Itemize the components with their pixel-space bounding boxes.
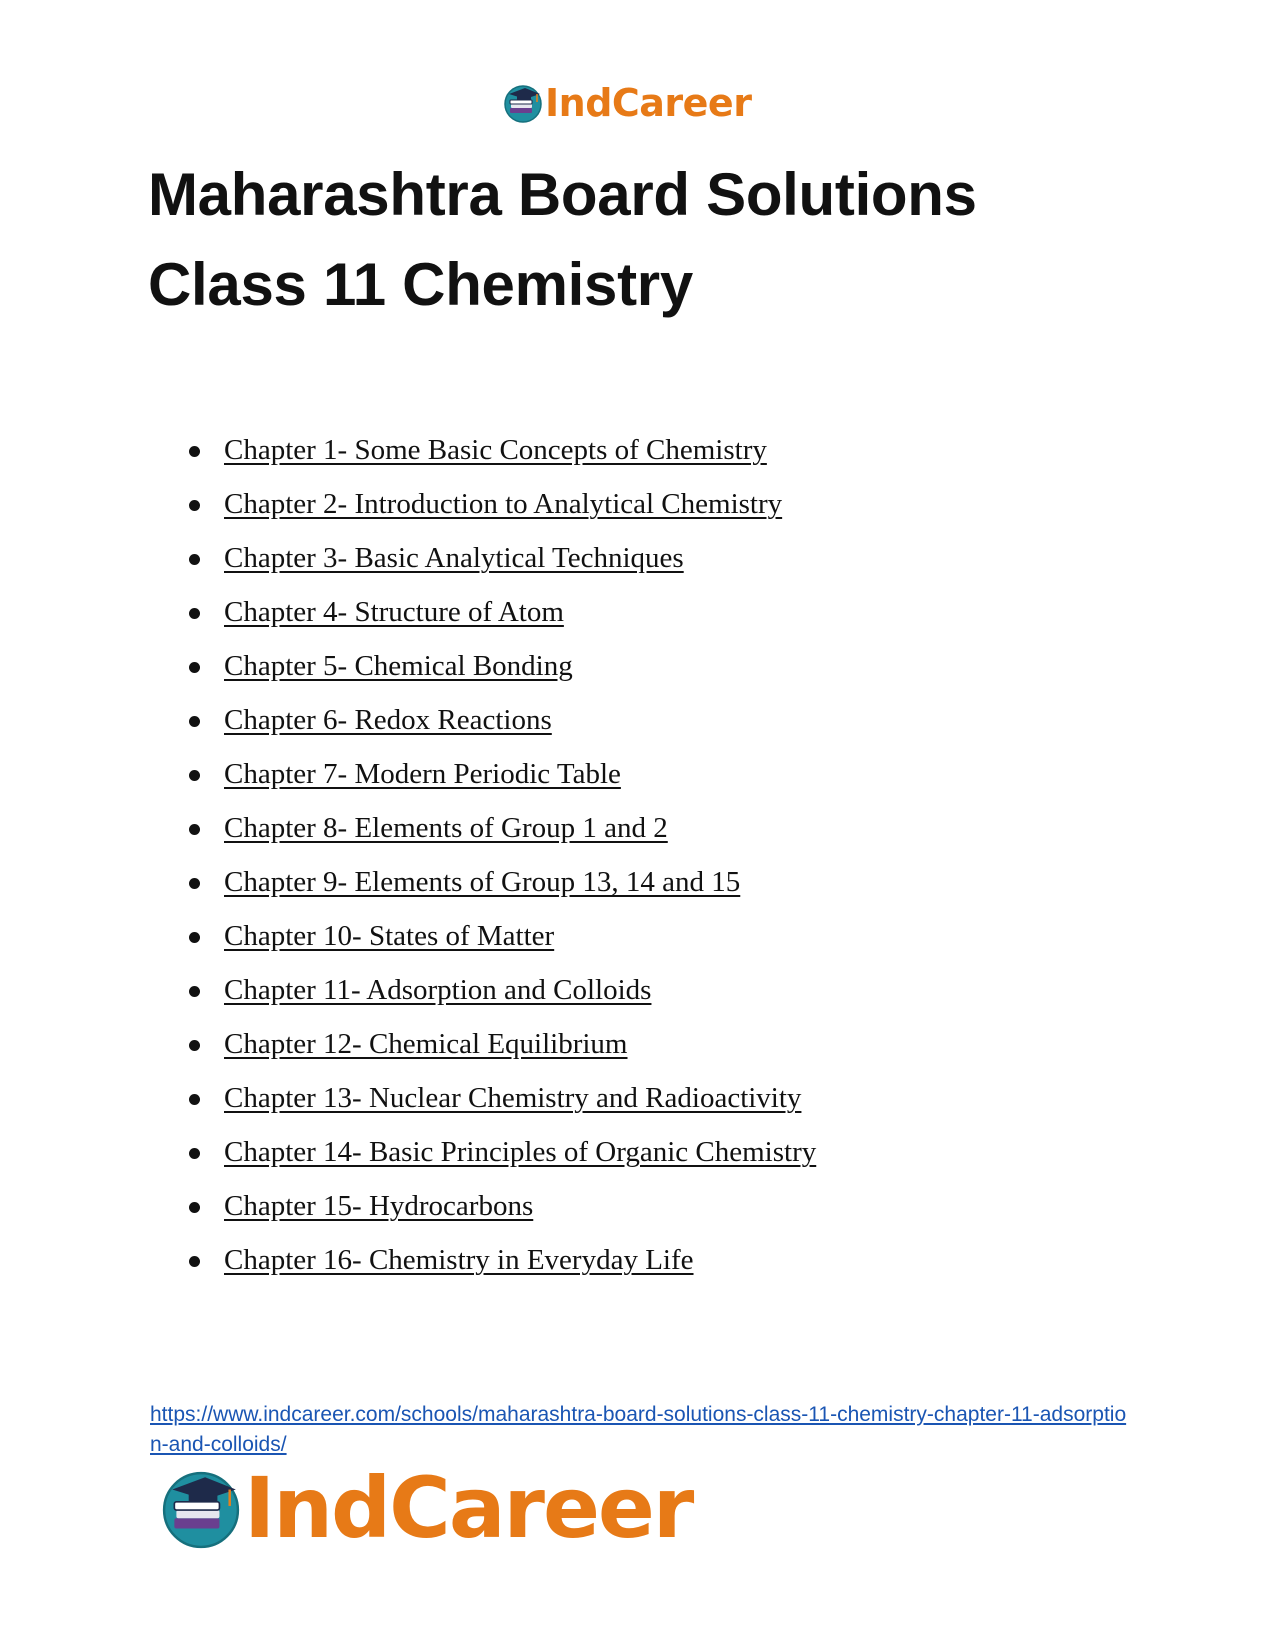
chapter-list-item — [148, 747, 816, 801]
chapter-list — [148, 423, 816, 1287]
chapter-list-item — [148, 531, 816, 585]
bullet-icon — [189, 1094, 200, 1105]
chapter-link[interactable]: Chapter 12- Chemical Equilibrium — [224, 1028, 628, 1060]
bullet-icon — [189, 824, 200, 835]
bullet-icon — [189, 608, 200, 619]
bullet-icon — [189, 1202, 200, 1213]
chapter-link[interactable]: Chapter 11- Adsorption and Colloids — [224, 974, 652, 1006]
graduation-cap-books-emblem-icon — [160, 1467, 242, 1549]
chapter-list-item — [148, 693, 816, 747]
chapter-list-item — [148, 477, 816, 531]
chapter-list-item — [148, 1071, 816, 1125]
chapter-link[interactable]: Chapter 9- Elements of Group 13, 14 and 15 — [224, 866, 741, 898]
page-title — [148, 150, 977, 330]
chapter-list-item — [148, 1017, 816, 1071]
chapter-link[interactable]: Chapter 2- Introduction to Analytical Chemistry — [224, 488, 783, 520]
chapter-link[interactable]: Chapter 14- Basic Principles of Organic Chemistry — [224, 1136, 817, 1168]
bullet-icon — [189, 878, 200, 889]
bullet-icon — [189, 662, 200, 673]
page-title-line-2: Class 11 Chemistry — [148, 251, 693, 318]
chapter-link[interactable]: Chapter 16- Chemistry in Everyday Life — [224, 1244, 694, 1276]
bullet-icon — [189, 554, 200, 565]
chapter-list-item — [148, 423, 816, 477]
page-title-line-1: Maharashtra Board Solutions — [148, 161, 977, 228]
chapter-link[interactable]: Chapter 3- Basic Analytical Techniques — [224, 542, 684, 574]
chapter-link[interactable]: Chapter 4- Structure of Atom — [224, 596, 564, 628]
bullet-icon — [189, 1040, 200, 1051]
chapter-link[interactable]: Chapter 7- Modern Periodic Table — [224, 758, 621, 790]
header-logo — [503, 80, 751, 126]
bullet-icon — [189, 716, 200, 727]
chapter-link[interactable]: Chapter 6- Redox Reactions — [224, 704, 552, 736]
chapter-link[interactable]: Chapter 10- States of Matter — [224, 920, 555, 952]
bullet-icon — [189, 770, 200, 781]
graduation-cap-books-emblem-icon — [503, 83, 543, 123]
chapter-list-item — [148, 855, 816, 909]
chapter-list-item — [148, 909, 816, 963]
chapter-list-item — [148, 1125, 816, 1179]
bullet-icon — [189, 446, 200, 457]
bullet-icon — [189, 932, 200, 943]
chapter-list-item — [148, 963, 816, 1017]
bullet-icon — [189, 1148, 200, 1159]
bullet-icon — [189, 986, 200, 997]
chapter-list-item — [148, 585, 816, 639]
source-url-link[interactable]: https://www.indcareer.com/schools/maharashtra-board-solutions-class-11-chemistry-chapter-11-adsorption-and-colloids/ — [150, 1403, 1127, 1456]
brand-wordmark-large — [244, 1459, 693, 1557]
brand-wordmark-text: IndCareer — [545, 81, 752, 125]
bullet-icon — [189, 500, 200, 511]
bullet-icon — [189, 1256, 200, 1267]
chapter-list-item — [148, 801, 816, 855]
footer-logo — [160, 1458, 692, 1558]
chapter-link[interactable]: Chapter 13- Nuclear Chemistry and Radioactivity — [224, 1082, 802, 1114]
brand-wordmark-large-text: IndCareer — [244, 1459, 693, 1557]
chapter-link[interactable]: Chapter 15- Hydrocarbons — [224, 1190, 534, 1222]
chapter-link[interactable]: Chapter 1- Some Basic Concepts of Chemistry — [224, 434, 767, 466]
chapter-list-item — [148, 1233, 816, 1287]
chapter-link[interactable]: Chapter 8- Elements of Group 1 and 2 — [224, 812, 668, 844]
brand-wordmark — [545, 81, 752, 125]
chapter-list-item — [148, 639, 816, 693]
chapter-list-item — [148, 1179, 816, 1233]
chapter-link[interactable]: Chapter 5- Chemical Bonding — [224, 650, 573, 682]
